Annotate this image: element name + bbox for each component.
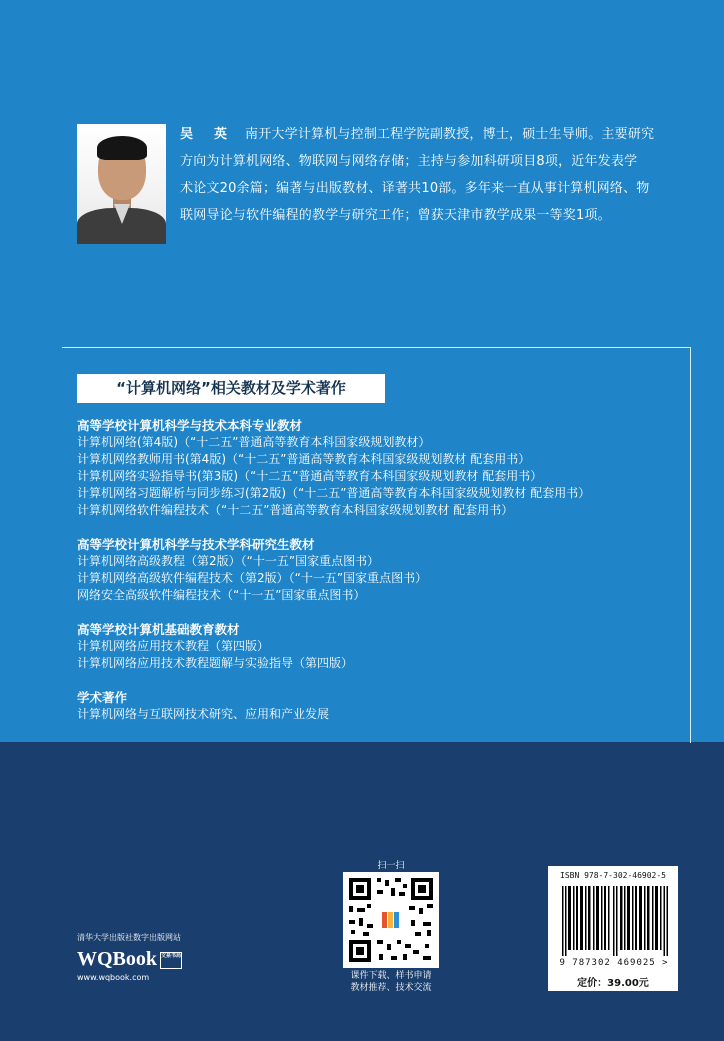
qr-code: [343, 872, 439, 968]
catalog-title: “计算机网络”相关教材及学术著作: [77, 374, 385, 403]
qr-code-graphic: [343, 872, 439, 968]
bio-line: 方向为计算机网络、物联网与网络存储；主持与参加科研项目8项，近年发表学: [180, 154, 638, 169]
author-photo: [77, 124, 166, 244]
catalog-list: [77, 417, 590, 740]
barcode-digits: 9 787302 469025 >: [559, 958, 669, 968]
author-bio: [180, 121, 692, 229]
book-title: 计算机网络高级教程（第2版）（“十一五”国家重点图书）: [77, 554, 380, 568]
group-heading: 高等学校计算机科学与技术本科专业教材: [77, 418, 303, 433]
catalog-group: [77, 621, 590, 672]
bio-line: 联网导论与软件编程的教学与研究工作；曾获天津市教学成果一等奖1项。: [180, 208, 611, 223]
catalog-group: [77, 689, 590, 723]
group-heading: 学术著作: [77, 690, 128, 705]
publisher-name: 清华大学出版社数字出版网站: [77, 933, 181, 942]
author-name: 吴 英: [180, 127, 232, 142]
price-text: 定价：39.00元: [577, 978, 649, 989]
book-title: 网络安全高级软件编程技术（“十一五”国家重点图书）: [77, 588, 366, 602]
book-title: 计算机网络习题解析与同步练习(第2版)（“十二五”普通高等教育本科国家级规划教材 配套用书）: [77, 486, 591, 500]
book-title: 计算机网络应用技术教程（第四版）: [77, 639, 270, 653]
bio-line: 南开大学计算机与控制工程学院副教授，博士，硕士生导师。主要研究: [245, 127, 655, 142]
catalog-group: [77, 417, 590, 519]
qr-caption-line: 课件下载、样书申请: [350, 971, 432, 981]
barcode-graphic: [562, 886, 668, 956]
publisher-block: [77, 932, 217, 982]
barcode-label: [548, 866, 678, 991]
publisher-badge: 文泉书局: [160, 952, 182, 969]
publisher-logo: [77, 948, 217, 971]
book-title: 计算机网络高级软件编程技术（第2版）（“十一五”国家重点图书）: [77, 571, 428, 585]
book-title: 计算机网络(第4版)（“十二五”普通高等教育本科国家级规划教材）: [77, 435, 431, 449]
isbn-text: ISBN 978-7-302-46902-5: [560, 871, 666, 880]
publisher-website: www.wqbook.com: [77, 973, 150, 982]
publisher-logo-text: WQBook: [77, 948, 158, 970]
qr-caption-line: 教材推荐、技术交流: [350, 983, 432, 993]
qr-caption: [336, 970, 446, 994]
book-title: 计算机网络实验指导书(第3版)（“十二五”普通高等教育本科国家级规划教材 配套用书）: [77, 469, 543, 483]
qr-label: 扫一扫: [377, 861, 405, 871]
book-title: 计算机网络与互联网技术研究、应用和产业发展: [77, 707, 330, 721]
catalog-group: [77, 536, 590, 604]
book-title: 计算机网络应用技术教程题解与实验指导（第四版）: [77, 656, 354, 670]
bio-line: 术论文20余篇；编著与出版教材、译著共10部。多年来一直从事计算机网络、物: [180, 181, 650, 196]
book-title: 计算机网络教师用书(第4版)（“十二五”普通高等教育本科国家级规划教材 配套用书）: [77, 452, 531, 466]
group-heading: 高等学校计算机科学与技术学科研究生教材: [77, 537, 315, 552]
group-heading: 高等学校计算机基础教育教材: [77, 622, 240, 637]
book-title: 计算机网络软件编程技术（“十二五”普通高等教育本科国家级规划教材 配套用书）: [77, 503, 514, 517]
